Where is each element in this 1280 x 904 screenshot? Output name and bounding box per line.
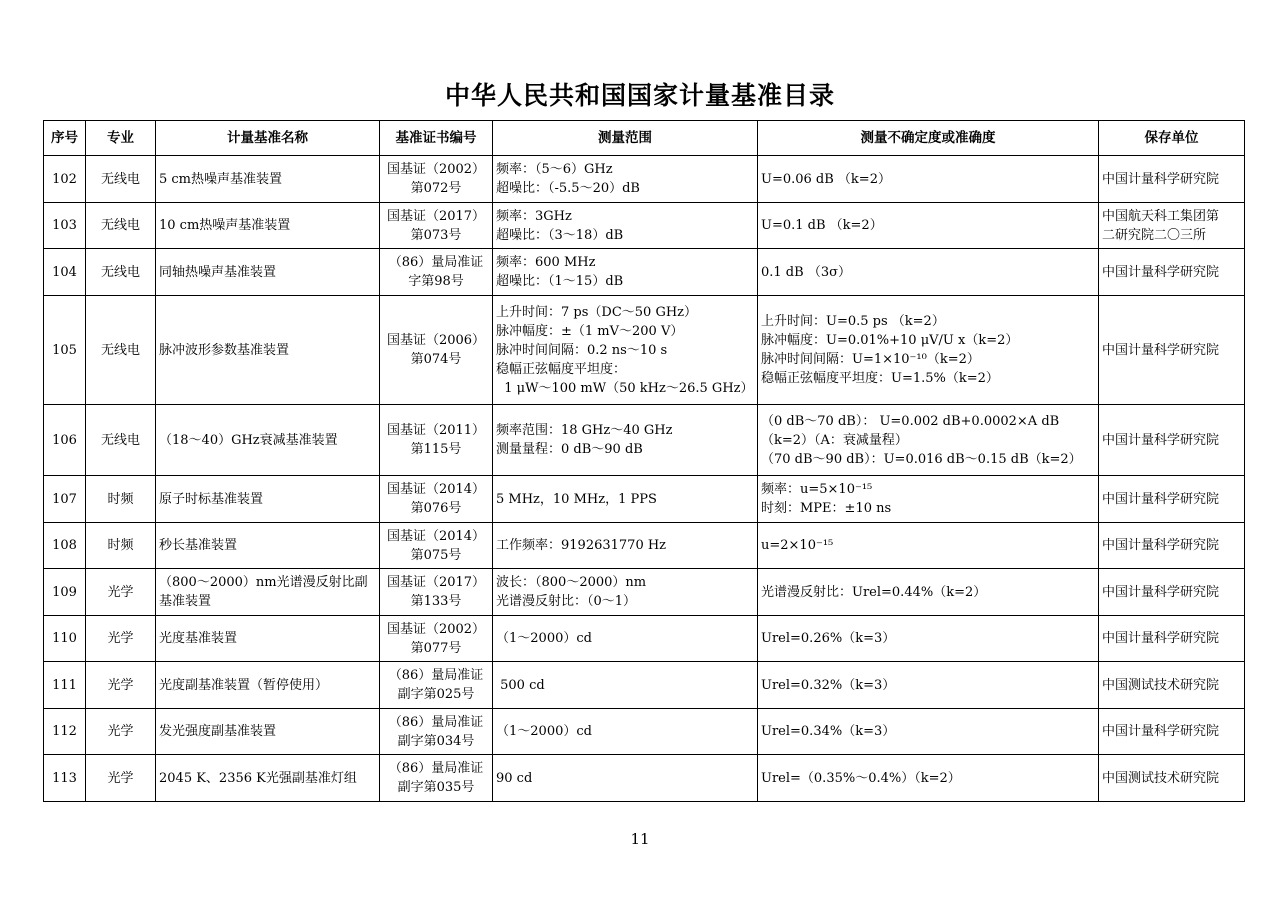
uncertainty-cell-line: 上升时间：U=0.5 ps （k=2） (761, 314, 945, 329)
custodian-cell (1099, 203, 1245, 249)
field-cell: 光学 (86, 662, 156, 709)
custodian-cell (1099, 616, 1245, 662)
certificate-cell-line: 第073号 (410, 227, 462, 243)
standard-name-cell: 同轴热噪声基准装置 (156, 249, 380, 296)
measurement-range-cell (493, 709, 758, 755)
certificate-cell-line: 副字第025号 (397, 687, 475, 702)
uncertainty-cell (758, 709, 1099, 755)
uncertainty-cell (758, 755, 1099, 802)
measurement-range-cell (493, 405, 758, 476)
standard-name-cell: （800～2000）nm光谱漫反射比副基准装置 (156, 569, 380, 616)
row-number-cell: 109 (44, 569, 86, 616)
standard-name-cell: 10 cm热噪声基准装置 (156, 203, 380, 249)
uncertainty-cell-line: U=0.1 dB （k=2） (761, 218, 883, 233)
custodian-cell-line: 中国航天科工集团第 (1102, 208, 1220, 224)
custodian-cell (1099, 249, 1245, 296)
custodian-cell-line: 中国计量科学研究院 (1102, 342, 1220, 358)
measurement-range-cell (493, 476, 758, 523)
field-cell: 光学 (86, 709, 156, 755)
certificate-cell (380, 755, 493, 802)
measurement-range-cell-line: 500 cd (496, 677, 545, 693)
table-row (44, 616, 1245, 662)
certificate-cell (380, 476, 493, 523)
row-number-cell: 112 (44, 709, 86, 755)
row-number-cell: 111 (44, 662, 86, 709)
custodian-cell-line: 中国计量科学研究院 (1102, 491, 1220, 507)
measurement-range-cell-line: 工作频率：9192631770 Hz (496, 538, 667, 553)
uncertainty-cell-line: （k=2）（A：衰减量程） (761, 432, 908, 448)
custodian-cell (1099, 156, 1245, 203)
row-number-cell: 110 (44, 616, 86, 662)
column-header: 专业 (86, 121, 156, 156)
certificate-cell-line: 国基证（2014） (386, 482, 486, 497)
custodian-cell (1099, 569, 1245, 616)
field-cell: 无线电 (86, 296, 156, 405)
measurement-range-cell-line: 脉冲幅度：±（1 mV～200 V） (496, 323, 684, 339)
uncertainty-cell-line: 时刻：MPE：±10 ns (761, 501, 892, 516)
standard-name-cell: 原子时标基准装置 (156, 476, 380, 523)
certificate-cell-line: 第074号 (410, 352, 462, 367)
uncertainty-cell-line: u=2×10⁻¹⁵ (761, 538, 834, 553)
page-number: 11 (630, 830, 650, 848)
certificate-cell-line: 第133号 (410, 594, 462, 609)
measurement-range-cell-line: 光谱漫反射比：（0～1） (496, 594, 637, 609)
certificate-cell-line: 第076号 (410, 501, 462, 516)
field-cell: 无线电 (86, 405, 156, 476)
measurement-range-cell-line: 脉冲时间间隔：0.2 ns～10 s (496, 342, 668, 358)
measurement-range-cell-line: 频率：3GHz (496, 208, 572, 224)
column-header: 测量不确定度或准确度 (758, 121, 1099, 156)
measurement-range-cell-line: 超噪比：（1～15）dB (496, 274, 624, 289)
measurement-range-cell (493, 569, 758, 616)
uncertainty-cell-line: 脉冲幅度：U=0.01%+10 μV/U x（k=2） (761, 333, 1019, 348)
table-row (44, 709, 1245, 755)
table-row (44, 156, 1245, 203)
table-row (44, 755, 1245, 802)
row-number-cell: 106 (44, 405, 86, 476)
row-number-cell: 102 (44, 156, 86, 203)
certificate-cell-line: 国基证（2002） (386, 621, 486, 637)
custodian-cell-line: 中国计量科学研究院 (1102, 631, 1220, 646)
custodian-cell (1099, 709, 1245, 755)
certificate-cell-line: 第072号 (410, 181, 462, 196)
standard-name-cell: 脉冲波形参数基准装置 (156, 296, 380, 405)
field-cell: 无线电 (86, 156, 156, 203)
measurement-range-cell-line: 上升时间：7 ps（DC～50 GHz） (496, 304, 698, 320)
certificate-cell (380, 662, 493, 709)
measurement-range-cell-line: 频率：（5～6）GHz (496, 162, 613, 177)
column-header: 计量基准名称 (156, 121, 380, 156)
column-header: 序号 (44, 121, 86, 156)
custodian-cell (1099, 405, 1245, 476)
table-header-row (44, 121, 1245, 156)
custodian-cell (1099, 296, 1245, 405)
field-cell: 无线电 (86, 203, 156, 249)
custodian-cell-line: 中国计量科学研究院 (1102, 724, 1220, 739)
measurement-range-cell (493, 156, 758, 203)
table-row (44, 523, 1245, 569)
measurement-range-cell (493, 296, 758, 405)
certificate-cell-line: （86）量局准证 (388, 668, 484, 683)
field-cell: 无线电 (86, 249, 156, 296)
certificate-cell-line: （86）量局准证 (388, 255, 484, 270)
certificate-cell-line: 国基证（2006） (386, 333, 486, 348)
measurement-range-cell (493, 523, 758, 569)
table-row (44, 569, 1245, 616)
certificate-cell (380, 709, 493, 755)
uncertainty-cell (758, 156, 1099, 203)
custodian-cell (1099, 662, 1245, 709)
certificate-cell-line: 第075号 (410, 547, 462, 563)
standard-name-cell: 2045 K、2356 K光强副基准灯组 (156, 755, 380, 802)
uncertainty-cell (758, 405, 1099, 476)
certificate-cell-line: 国基证（2011） (386, 423, 486, 438)
custodian-cell-line: 二研究院二〇三所 (1102, 227, 1207, 243)
certificate-cell-line: 副字第034号 (397, 733, 475, 749)
uncertainty-cell-line: （70 dB～90 dB）：U=0.016 dB～0.15 dB（k=2） (761, 451, 1082, 467)
field-cell: 光学 (86, 569, 156, 616)
row-number-cell: 105 (44, 296, 86, 405)
measurement-range-cell-line: 5 MHz，10 MHz，1 PPS (496, 491, 657, 507)
uncertainty-cell-line: Urel=0.26%（k=3） (761, 631, 896, 646)
custodian-cell-line: 中国测试技术研究院 (1102, 770, 1220, 786)
standard-name-cell: 5 cm热噪声基准装置 (156, 156, 380, 203)
column-header: 基准证书编号 (380, 121, 493, 156)
page-title: 中华人民共和国国家计量基准目录 (444, 81, 835, 110)
certificate-cell (380, 523, 493, 569)
standard-name-cell: 秒长基准装置 (156, 523, 380, 569)
column-header: 测量范围 (493, 121, 758, 156)
row-number-cell: 104 (44, 249, 86, 296)
measurement-range-cell-line: 超噪比：（3～18）dB (496, 227, 624, 243)
certificate-cell-line: 国基证（2017） (386, 575, 486, 590)
column-header: 保存单位 (1099, 121, 1245, 156)
uncertainty-cell-line: Urel=0.32%（k=3） (761, 677, 896, 693)
field-cell: 光学 (86, 616, 156, 662)
measurement-range-cell (493, 616, 758, 662)
table-row (44, 662, 1245, 709)
field-cell: 时频 (86, 523, 156, 569)
custodian-cell-line: 中国计量科学研究院 (1102, 264, 1220, 280)
uncertainty-cell-line: Urel=（0.35%～0.4%）（k=2） (761, 770, 961, 786)
uncertainty-cell-line: （0 dB～70 dB）： U=0.002 dB+0.0002×A dB (761, 413, 1060, 429)
table-row (44, 476, 1245, 523)
uncertainty-cell (758, 569, 1099, 616)
certificate-cell (380, 203, 493, 249)
certificate-cell (380, 569, 493, 616)
uncertainty-cell (758, 662, 1099, 709)
certificate-cell (380, 249, 493, 296)
certificate-cell-line: 国基证（2002） (386, 162, 486, 177)
custodian-cell (1099, 476, 1245, 523)
custodian-cell-line: 中国计量科学研究院 (1102, 538, 1220, 553)
custodian-cell-line: 中国测试技术研究院 (1102, 677, 1220, 693)
measurement-range-cell (493, 755, 758, 802)
measurement-range-cell-line: 频率范围：18 GHz～40 GHz (496, 423, 673, 438)
uncertainty-cell (758, 616, 1099, 662)
certificate-cell-line: 国基证（2017） (386, 208, 486, 224)
measurement-range-cell-line: 超噪比：（-5.5～20）dB (496, 181, 640, 196)
measurement-range-cell-line: 稳幅正弦幅度平坦度： (496, 361, 627, 377)
standard-name-cell: 发光强度副基准装置 (156, 709, 380, 755)
table-row (44, 296, 1245, 405)
table-row (44, 405, 1245, 476)
uncertainty-cell (758, 296, 1099, 405)
uncertainty-cell (758, 203, 1099, 249)
custodian-cell (1099, 523, 1245, 569)
row-number-cell: 113 (44, 755, 86, 802)
certificate-cell (380, 156, 493, 203)
field-cell: 时频 (86, 476, 156, 523)
certificate-cell-line: （86）量局准证 (388, 761, 484, 776)
uncertainty-cell-line: 频率：u=5×10⁻¹⁵ (761, 482, 873, 497)
certificate-cell-line: 国基证（2014） (386, 528, 486, 544)
standards-table (43, 120, 1245, 802)
certificate-cell (380, 405, 493, 476)
certificate-cell (380, 296, 493, 405)
measurement-range-cell (493, 203, 758, 249)
measurement-range-cell-line: （1～2000）cd (496, 724, 592, 739)
certificate-cell (380, 616, 493, 662)
measurement-range-cell (493, 662, 758, 709)
measurement-range-cell-line: 波长：（800～2000）nm (496, 575, 647, 590)
measurement-range-cell-line: 90 cd (496, 770, 533, 786)
table-row (44, 249, 1245, 296)
certificate-cell-line: 字第98号 (408, 274, 464, 289)
measurement-range-cell-line: 频率：600 MHz (496, 255, 596, 270)
certificate-cell-line: 副字第035号 (397, 780, 475, 795)
uncertainty-cell-line: U=0.06 dB （k=2） (761, 171, 891, 187)
custodian-cell-line: 中国计量科学研究院 (1102, 171, 1220, 187)
standard-name-cell: 光度基准装置 (156, 616, 380, 662)
measurement-range-cell-line: 1 μW～100 mW（50 kHz～26.5 GHz） (496, 380, 754, 396)
uncertainty-cell-line: 0.1 dB （3σ） (761, 264, 851, 280)
uncertainty-cell-line: 脉冲时间间隔：U=1×10⁻¹⁰（k=2） (761, 352, 980, 367)
uncertainty-cell (758, 249, 1099, 296)
table-row (44, 203, 1245, 249)
custodian-cell-line: 中国计量科学研究院 (1102, 584, 1220, 600)
measurement-range-cell-line: （1～2000）cd (496, 631, 592, 646)
certificate-cell-line: 第115号 (410, 442, 462, 457)
uncertainty-cell (758, 476, 1099, 523)
row-number-cell: 107 (44, 476, 86, 523)
custodian-cell (1099, 755, 1245, 802)
field-cell: 光学 (86, 755, 156, 802)
row-number-cell: 103 (44, 203, 86, 249)
certificate-cell-line: （86）量局准证 (388, 714, 484, 730)
measurement-range-cell-line: 测量量程：0 dB～90 dB (496, 442, 643, 457)
row-number-cell: 108 (44, 523, 86, 569)
measurement-range-cell (493, 249, 758, 296)
standard-name-cell: （18～40）GHz衰减基准装置 (156, 405, 380, 476)
custodian-cell-line: 中国计量科学研究院 (1102, 432, 1220, 448)
standard-name-cell: 光度副基准装置（暂停使用） (156, 662, 380, 709)
uncertainty-cell (758, 523, 1099, 569)
certificate-cell-line: 第077号 (410, 640, 462, 656)
uncertainty-cell-line: Urel=0.34%（k=3） (761, 724, 896, 739)
uncertainty-cell-line: 稳幅正弦幅度平坦度：U=1.5%（k=2） (761, 371, 999, 386)
uncertainty-cell-line: 光谱漫反射比：Urel=0.44%（k=2） (761, 584, 987, 600)
